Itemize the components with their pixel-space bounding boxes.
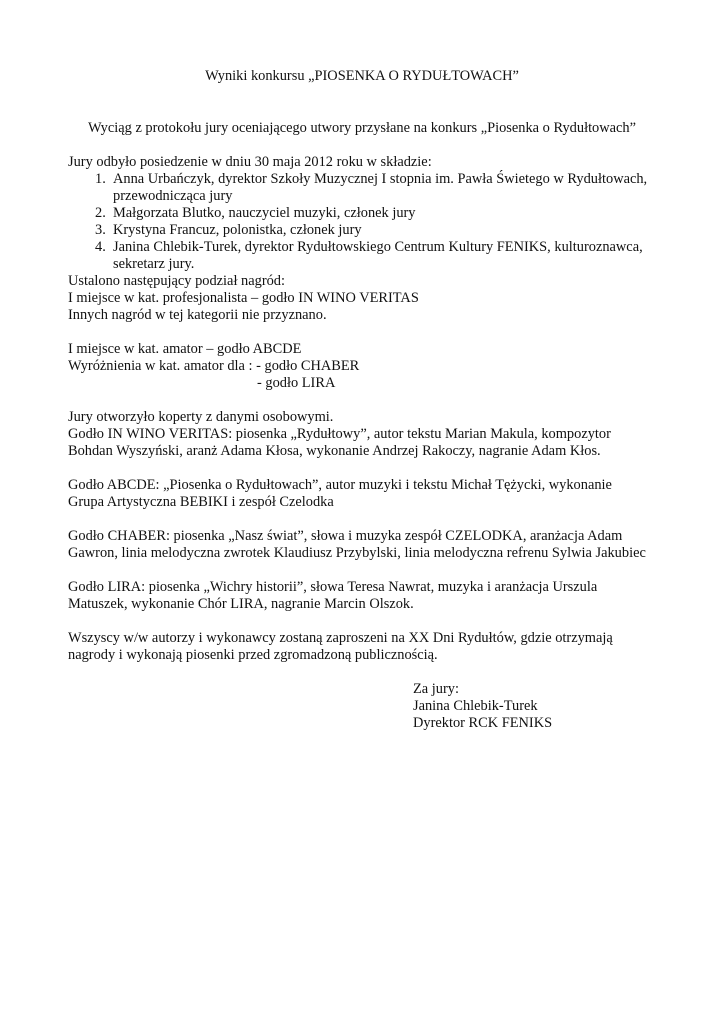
envelopes-text: Jury otworzyło koperty z danymi osobowymi.: [68, 409, 334, 425]
awards-intro: Ustalono następujący podział nagród:: [68, 273, 285, 289]
closing-text: Wszyscy w/w autorzy i wykonawcy zostaną zaproszeni na XX Dni Rydułtów, gdzie otrzymają: [68, 630, 613, 646]
list-item-number: 4.: [95, 239, 106, 255]
veritas-details: Godło IN WINO VERITAS: piosenka „Rydułtowy”, autor tekstu Marian Makula, kompozytor: [68, 426, 611, 442]
list-item: Anna Urbańczyk, dyrektor Szkoły Muzycznej I stopnia im. Pawła Świetego w Rydułtowach,: [113, 171, 648, 187]
veritas-details-cont: Bohdan Wyszyński, aranż Adama Kłosa, wykonanie Andrzej Rakoczy, nagranie Adam Kłos.: [68, 443, 601, 459]
list-item: Krystyna Francuz, polonistka, członek jury: [113, 222, 362, 238]
list-item-number: 3.: [95, 222, 106, 238]
lira-details: Godło LIRA: piosenka „Wichry historii”, słowa Teresa Nawrat, muzyka i aranżacja Urszula: [68, 579, 598, 595]
chaber-details: Godło CHABER: piosenka „Nasz świat”, słowa i muzyka zespół CZELODKA, aranżacja Adam: [68, 528, 623, 544]
document-subtitle: Wyciąg z protokołu jury oceniającego utwory przysłane na konkurs „Piosenka o Rydułtowach”: [87, 120, 637, 136]
document-title: Wyniki konkursu „PIOSENKA O RYDUŁTOWACH”: [205, 68, 519, 84]
award-amateur-first: I miejsce w kat. amator – godło ABCDE: [68, 341, 302, 357]
abcde-details-cont: Grupa Artystyczna BEBIKI i zespół Czelodka: [68, 494, 334, 510]
abcde-details: Godło ABCDE: „Piosenka o Rydułtowach”, autor muzyki i tekstu Michał Tężycki, wykonanie: [68, 477, 612, 493]
signature-label: Za jury:: [413, 681, 459, 697]
signature-role: Dyrektor RCK FENIKS: [413, 715, 553, 731]
list-item: Janina Chlebik-Turek, dyrektor Rydułtowskiego Centrum Kultury FENIKS, kulturoznawca,: [113, 239, 643, 255]
award-professional-first: I miejsce w kat. profesjonalista – godło IN WINO VERITAS: [68, 290, 419, 306]
list-item-continuation: przewodnicząca jury: [113, 188, 233, 204]
jury-intro: Jury odbyło posiedzenie w dniu 30 maja 2012 roku w składzie:: [68, 154, 432, 170]
list-item: Małgorzata Blutko, nauczyciel muzyki, członek jury: [113, 205, 416, 221]
award-amateur-mentions-2: - godło LIRA: [257, 375, 336, 391]
lira-details-cont: Matuszek, wykonanie Chór LIRA, nagranie Marcin Olszok.: [68, 596, 414, 612]
list-item-continuation: sekretarz jury.: [113, 256, 195, 272]
list-item-number: 2.: [95, 205, 106, 221]
list-item-number: 1.: [95, 171, 106, 187]
closing-text-cont: nagrody i wykonają piosenki przed zgromadzoną publicznością.: [68, 647, 438, 663]
award-professional-none: Innych nagród w tej kategorii nie przyznano.: [68, 307, 327, 323]
signature-name: Janina Chlebik-Turek: [413, 698, 538, 714]
chaber-details-cont: Gawron, linia melodyczna zwrotek Klaudiusz Przybylski, linia melodyczna refrenu Sylwia Jakubiec: [68, 545, 646, 561]
award-amateur-mentions: Wyróżnienia w kat. amator dla : - godło CHABER: [68, 358, 360, 374]
